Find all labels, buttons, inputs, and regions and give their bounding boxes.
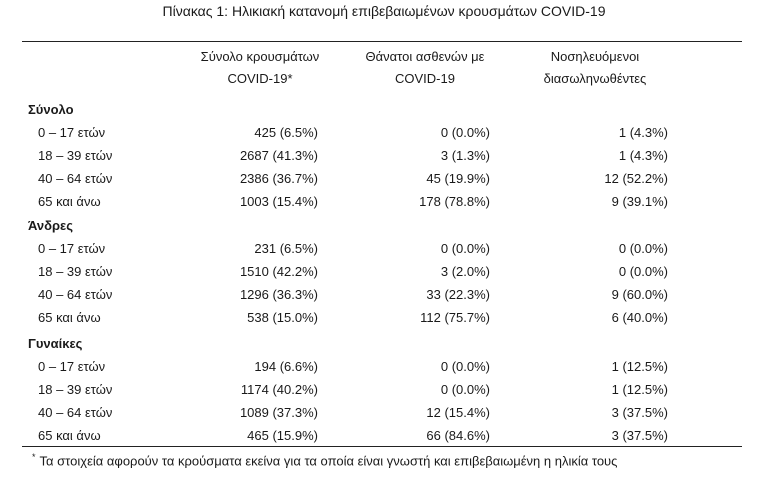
age-cell: 40 – 64 ετών xyxy=(38,287,113,302)
deaths-cell: 0 (0.0%) xyxy=(440,241,490,256)
age-cell: 0 – 17 ετών xyxy=(38,241,106,256)
deaths-cell: 66 (84.6%) xyxy=(426,428,490,443)
age-cell: 65 και άνω xyxy=(38,428,101,443)
intubated-cell: 1 (4.3%) xyxy=(618,148,668,163)
cases-cell: 2687 (41.3%) xyxy=(239,148,318,163)
column-header-line: COVID-19 xyxy=(395,71,455,86)
intubated-cell: 1 (4.3%) xyxy=(618,125,668,140)
intubated-cell: 0 (0.0%) xyxy=(618,241,668,256)
intubated-cell: 9 (60.0%) xyxy=(611,287,668,302)
column-header-line: Θάνατοι ασθενών με xyxy=(365,49,485,64)
cases-cell: 231 (6.5%) xyxy=(254,241,318,256)
group-title: Γυναίκες xyxy=(28,336,83,351)
group-title: Σύνολο xyxy=(28,102,74,117)
cases-cell: 465 (15.9%) xyxy=(247,428,318,443)
intubated-cell: 0 (0.0%) xyxy=(618,264,668,279)
deaths-cell: 178 (78.8%) xyxy=(419,194,490,209)
deaths-cell: 0 (0.0%) xyxy=(440,125,490,140)
intubated-cell: 3 (37.5%) xyxy=(611,428,668,443)
age-cell: 0 – 17 ετών xyxy=(38,125,106,140)
column-header-intubated xyxy=(520,46,670,90)
table-group xyxy=(28,99,728,213)
intubated-cell: 9 (39.1%) xyxy=(611,194,668,209)
table-row xyxy=(28,121,728,144)
age-cell: 40 – 64 ετών xyxy=(38,405,113,420)
age-cell: 65 και άνω xyxy=(38,310,101,325)
table-row xyxy=(28,401,728,424)
column-header-line: COVID-19* xyxy=(227,71,293,86)
deaths-cell: 33 (22.3%) xyxy=(426,287,490,302)
column-header-line: Νοσηλευόμενοι xyxy=(550,49,640,64)
age-cell: 18 – 39 ετών xyxy=(38,148,113,163)
cases-cell: 1174 (40.2%) xyxy=(240,382,318,397)
header-top-rule xyxy=(22,41,742,42)
deaths-cell: 112 (75.7%) xyxy=(420,310,490,325)
cases-cell: 425 (6.5%) xyxy=(254,125,318,140)
table-group xyxy=(28,333,728,447)
table-row xyxy=(28,283,728,306)
table-group xyxy=(28,215,728,329)
cases-cell: 1510 (42.2%) xyxy=(239,264,318,279)
table-row xyxy=(28,306,728,329)
age-cell: 18 – 39 ετών xyxy=(38,382,113,397)
table-bottom-rule xyxy=(22,446,742,447)
table-title: Πίνακας 1: Ηλικιακή κατανομή επιβεβαιωμένων κρουσμάτων COVID-19 xyxy=(162,3,606,19)
column-header-line: διασωληνωθέντες xyxy=(543,71,647,86)
table-row xyxy=(28,424,728,447)
table-row xyxy=(28,167,728,190)
table-row xyxy=(28,355,728,378)
age-cell: 0 – 17 ετών xyxy=(38,359,106,374)
deaths-cell: 0 (0.0%) xyxy=(440,359,490,374)
deaths-cell: 3 (2.0%) xyxy=(440,264,490,279)
intubated-cell: 12 (52.2%) xyxy=(604,171,668,186)
cases-cell: 194 (6.6%) xyxy=(254,359,318,374)
table-row xyxy=(28,144,728,167)
column-header-total-cases xyxy=(180,46,340,90)
deaths-cell: 12 (15.4%) xyxy=(426,405,490,420)
intubated-cell: 1 (12.5%) xyxy=(611,382,668,397)
cases-cell: 1089 (37.3%) xyxy=(239,405,318,420)
table-row xyxy=(28,190,728,213)
cases-cell: 1003 (15.4%) xyxy=(239,194,318,209)
table-row xyxy=(28,260,728,283)
age-cell: 40 – 64 ετών xyxy=(38,171,113,186)
column-header-line: Σύνολο κρουσμάτων xyxy=(200,49,320,64)
intubated-cell: 1 (12.5%) xyxy=(611,359,668,374)
column-header-deaths xyxy=(350,46,500,90)
age-cell: 18 – 39 ετών xyxy=(38,264,113,279)
cases-cell: 1296 (36.3%) xyxy=(239,287,318,302)
intubated-cell: 6 (40.0%) xyxy=(611,310,668,325)
deaths-cell: 45 (19.9%) xyxy=(426,171,490,186)
cases-cell: 2386 (36.7%) xyxy=(239,171,318,186)
deaths-cell: 3 (1.3%) xyxy=(440,148,490,163)
deaths-cell: 0 (0.0%) xyxy=(440,382,490,397)
footnote-mark: * xyxy=(32,452,36,462)
table-row xyxy=(28,378,728,401)
cases-cell: 538 (15.0%) xyxy=(247,310,318,325)
group-title: Άνδρες xyxy=(28,218,73,233)
footnote-text: Τα στοιχεία αφορούν τα κρούσματα εκείνα για τα οποία είναι γνωστή και επιβεβαιωμένη η ηλικία τους xyxy=(39,453,618,469)
table-row xyxy=(28,237,728,260)
footnote xyxy=(32,452,617,468)
intubated-cell: 3 (37.5%) xyxy=(611,405,668,420)
age-cell: 65 και άνω xyxy=(38,194,101,209)
